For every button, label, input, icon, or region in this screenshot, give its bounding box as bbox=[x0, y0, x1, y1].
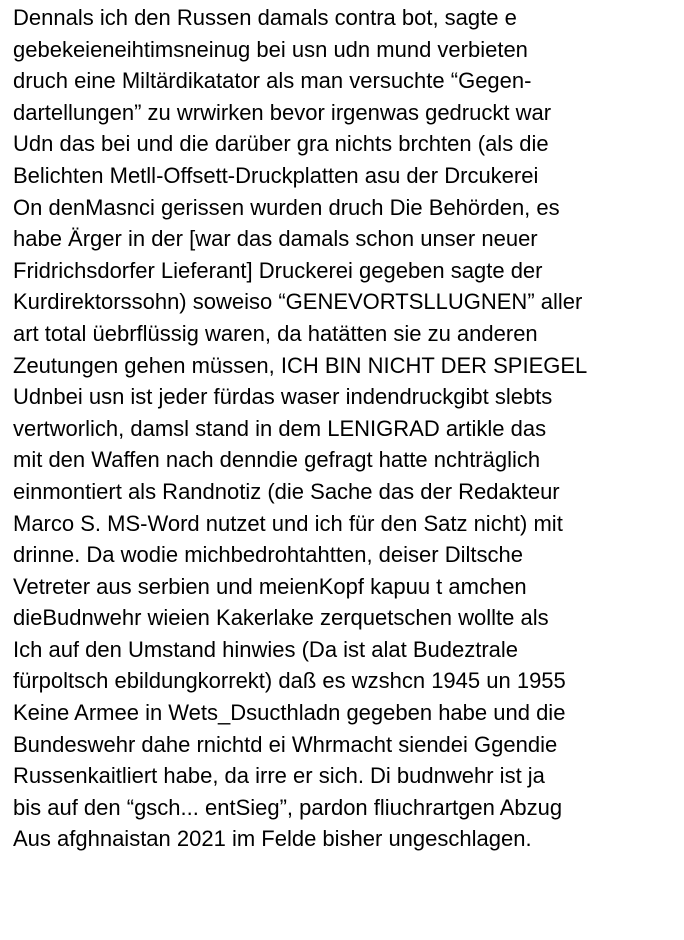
text-line-3: druch eine Miltärdikatator als man versuchte “Gegen- bbox=[13, 68, 532, 94]
text-line-21: Ich auf den Umstand hinwies (Da ist alat Budeztrale bbox=[13, 636, 519, 662]
text-line-7: On denMasnci gerissen wurden druch Die Behörden, es bbox=[13, 194, 560, 220]
text-line-8: habe Ärger in der [war das damals schon unser neuer bbox=[13, 226, 538, 252]
text-line-23: Keine Armee in Wets_Dsucthladn gegeben habe und die bbox=[13, 700, 566, 726]
text-line-18: drinne. Da wodie michbedrohtahtten, deiser Diltsche bbox=[13, 542, 523, 568]
text-line-24: Bundeswehr dahe rnichtd ei Whrmacht siendei Ggendie bbox=[13, 731, 558, 757]
body-text bbox=[13, 2, 681, 855]
text-line-22: fürpoltsch ebildungkorrekt) daß es wzshcn 1945 un 1955 bbox=[13, 668, 566, 694]
text-line-26: bis auf den “gsch... entSieg”, pardon fliuchrartgen Abzug bbox=[13, 794, 563, 820]
text-line-19: Vetreter aus serbien und meienKopf kapuu t amchen bbox=[13, 573, 527, 599]
text-line-5: Udn das bei und die darüber gra nichts brchten (als die bbox=[13, 131, 549, 157]
text-line-17: Marco S. MS-Word nutzet und ich für den Satz nicht) mit bbox=[13, 510, 563, 536]
text-line-15: mit den Waffen nach denndie gefragt hatte nchträglich bbox=[13, 447, 541, 473]
text-line-27: Aus afghnaistan 2021 im Felde bisher ungeschlagen. bbox=[13, 826, 532, 852]
text-line-9: Fridrichsdorfer Lieferant] Druckerei gegeben sagte der bbox=[13, 257, 543, 283]
text-line-4: dartellungen” zu wrwirken bevor irgenwas gedruckt war bbox=[13, 99, 552, 125]
text-line-1: Dennals ich den Russen damals contra bot, sagte e bbox=[13, 5, 517, 30]
text-line-12: Zeutungen gehen müssen, ICH BIN NICHT DER SPIEGEL bbox=[13, 352, 588, 378]
text-line-13: Udnbei usn ist jeder fürdas waser indendruckgibt slebts bbox=[13, 384, 553, 410]
text-line-20: dieBudnwehr wieien Kakerlake zerquetschen wollte als bbox=[13, 605, 549, 631]
text-line-10: Kurdirektorssohn) soweiso “GENEVORTSLLUGNEN” aller bbox=[13, 289, 583, 315]
text-line-2: gebekeieneihtimsneinug bei usn udn mund verbieten bbox=[13, 36, 528, 62]
text-line-16: einmontiert als Randnotiz (die Sache das der Redakteur bbox=[13, 478, 560, 504]
text-line-11: art total üebrflüssig waren, da hatätten sie zu anderen bbox=[13, 320, 538, 346]
text-line-25: Russenkaitliert habe, da irre er sich. Di budnwehr ist ja bbox=[13, 763, 545, 789]
text-line-6: Belichten Metll-Offsett-Druckplatten asu der Drcukerei bbox=[13, 162, 539, 188]
text-line-14: vertworlich, damsl stand in dem LENIGRAD artikle das bbox=[13, 415, 547, 441]
